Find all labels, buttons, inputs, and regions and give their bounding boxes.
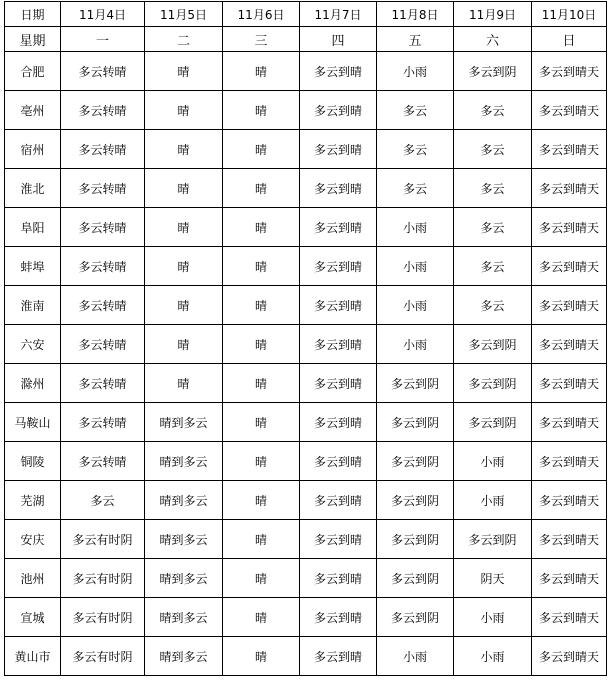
forecast-cell: 多云到阴	[454, 520, 532, 559]
forecast-cell: 多云	[377, 169, 454, 208]
forecast-cell: 多云	[454, 169, 532, 208]
forecast-cell: 晴	[223, 598, 300, 637]
forecast-cell: 多云到阴	[454, 364, 532, 403]
forecast-cell: 多云到晴天	[532, 364, 607, 403]
city-name: 淮北	[5, 169, 61, 208]
forecast-cell: 晴	[223, 325, 300, 364]
forecast-cell: 多云到阴	[377, 598, 454, 637]
table-row	[5, 481, 607, 520]
table-row	[5, 130, 607, 169]
forecast-cell: 多云	[61, 481, 145, 520]
forecast-cell: 多云转晴	[61, 130, 145, 169]
forecast-cell: 多云到晴天	[532, 637, 607, 676]
forecast-cell: 晴到多云	[145, 559, 223, 598]
forecast-cell: 多云	[377, 91, 454, 130]
forecast-cell: 多云转晴	[61, 364, 145, 403]
forecast-cell: 多云到晴天	[532, 247, 607, 286]
forecast-cell: 晴	[145, 364, 223, 403]
forecast-cell: 晴	[223, 286, 300, 325]
forecast-cell: 晴	[223, 169, 300, 208]
forecast-cell: 晴	[223, 559, 300, 598]
forecast-cell: 多云	[454, 91, 532, 130]
forecast-cell: 多云	[454, 247, 532, 286]
forecast-cell: 多云到阴	[377, 559, 454, 598]
forecast-cell: 多云到晴天	[532, 481, 607, 520]
city-name: 合肥	[5, 52, 61, 91]
city-name: 铜陵	[5, 442, 61, 481]
forecast-cell: 多云到晴	[300, 637, 377, 676]
city-name: 阜阳	[5, 208, 61, 247]
forecast-cell: 晴到多云	[145, 481, 223, 520]
forecast-cell: 多云转晴	[61, 325, 145, 364]
forecast-cell: 多云到晴天	[532, 52, 607, 91]
weekday-cell: 二	[145, 27, 223, 52]
forecast-cell: 多云到晴天	[532, 520, 607, 559]
forecast-cell: 多云到晴	[300, 91, 377, 130]
forecast-cell: 多云到晴	[300, 598, 377, 637]
forecast-cell: 晴	[223, 637, 300, 676]
forecast-cell: 晴到多云	[145, 520, 223, 559]
date-cell: 11月8日	[377, 2, 454, 27]
forecast-cell: 小雨	[377, 637, 454, 676]
forecast-cell: 多云到晴天	[532, 442, 607, 481]
forecast-cell: 晴	[223, 481, 300, 520]
date-cell: 11月10日	[532, 2, 607, 27]
forecast-cell: 晴	[223, 520, 300, 559]
forecast-cell: 多云到晴	[300, 130, 377, 169]
city-name: 淮南	[5, 286, 61, 325]
forecast-cell: 小雨	[454, 598, 532, 637]
table-row	[5, 91, 607, 130]
table-row	[5, 169, 607, 208]
forecast-cell: 多云到阴	[377, 520, 454, 559]
forecast-cell: 多云	[454, 286, 532, 325]
forecast-cell: 晴	[223, 442, 300, 481]
forecast-cell: 多云转晴	[61, 91, 145, 130]
forecast-cell: 多云到阴	[377, 442, 454, 481]
forecast-cell: 晴	[223, 52, 300, 91]
forecast-cell: 多云有时阴	[61, 598, 145, 637]
forecast-cell: 多云到晴天	[532, 598, 607, 637]
forecast-cell: 晴到多云	[145, 403, 223, 442]
forecast-cell: 多云到晴天	[532, 130, 607, 169]
forecast-cell: 多云转晴	[61, 442, 145, 481]
forecast-cell: 多云到晴	[300, 559, 377, 598]
weekday-cell: 三	[223, 27, 300, 52]
forecast-cell: 多云到晴	[300, 364, 377, 403]
forecast-cell: 多云到晴	[300, 208, 377, 247]
city-name: 滁州	[5, 364, 61, 403]
weekday-label: 星期	[5, 27, 61, 52]
city-name: 马鞍山	[5, 403, 61, 442]
city-name: 芜湖	[5, 481, 61, 520]
forecast-cell: 小雨	[377, 286, 454, 325]
table-row	[5, 286, 607, 325]
city-name: 宿州	[5, 130, 61, 169]
table-row	[5, 598, 607, 637]
date-cell: 11月7日	[300, 2, 377, 27]
forecast-cell: 多云	[454, 130, 532, 169]
forecast-cell: 多云转晴	[61, 52, 145, 91]
forecast-cell: 多云到阴	[454, 403, 532, 442]
forecast-cell: 晴	[145, 91, 223, 130]
forecast-cell: 多云有时阴	[61, 559, 145, 598]
date-cell: 11月6日	[223, 2, 300, 27]
forecast-cell: 多云有时阴	[61, 520, 145, 559]
forecast-cell: 晴	[145, 247, 223, 286]
forecast-cell: 多云到阴	[377, 403, 454, 442]
date-header-row	[5, 2, 607, 27]
forecast-cell: 晴	[223, 91, 300, 130]
forecast-cell: 小雨	[377, 325, 454, 364]
forecast-cell: 晴	[145, 52, 223, 91]
forecast-cell: 多云到晴	[300, 52, 377, 91]
weekday-cell: 四	[300, 27, 377, 52]
table-row	[5, 520, 607, 559]
forecast-cell: 晴	[145, 208, 223, 247]
weekday-cell: 日	[532, 27, 607, 52]
forecast-cell: 多云到晴	[300, 247, 377, 286]
forecast-cell: 晴到多云	[145, 598, 223, 637]
forecast-cell: 多云到阴	[377, 364, 454, 403]
table-row	[5, 364, 607, 403]
forecast-cell: 晴	[223, 130, 300, 169]
forecast-cell: 多云到晴天	[532, 403, 607, 442]
table-row	[5, 247, 607, 286]
forecast-cell: 阴天	[454, 559, 532, 598]
forecast-cell: 晴到多云	[145, 637, 223, 676]
forecast-cell: 小雨	[454, 637, 532, 676]
forecast-cell: 多云到晴	[300, 520, 377, 559]
forecast-cell: 小雨	[454, 481, 532, 520]
date-label: 日期	[5, 2, 61, 27]
table-row	[5, 208, 607, 247]
forecast-cell: 多云	[454, 208, 532, 247]
forecast-cell: 多云到晴	[300, 403, 377, 442]
forecast-cell: 多云转晴	[61, 286, 145, 325]
forecast-cell: 多云转晴	[61, 247, 145, 286]
table-row	[5, 325, 607, 364]
forecast-cell: 多云到晴	[300, 169, 377, 208]
forecast-cell: 晴	[223, 247, 300, 286]
table-row	[5, 637, 607, 676]
weekday-header-row	[5, 27, 607, 52]
forecast-cell: 多云到晴天	[532, 208, 607, 247]
forecast-cell: 多云到晴天	[532, 91, 607, 130]
forecast-cell: 多云转晴	[61, 208, 145, 247]
table-row	[5, 403, 607, 442]
forecast-cell: 小雨	[377, 52, 454, 91]
forecast-cell: 多云转晴	[61, 403, 145, 442]
forecast-cell: 晴	[145, 169, 223, 208]
forecast-cell: 多云到晴天	[532, 325, 607, 364]
forecast-cell: 多云转晴	[61, 169, 145, 208]
forecast-cell: 多云到晴	[300, 442, 377, 481]
forecast-cell: 多云到晴	[300, 286, 377, 325]
forecast-cell: 晴到多云	[145, 442, 223, 481]
forecast-cell: 小雨	[377, 247, 454, 286]
forecast-cell: 多云有时阴	[61, 637, 145, 676]
weekday-cell: 六	[454, 27, 532, 52]
city-name: 池州	[5, 559, 61, 598]
date-cell: 11月4日	[61, 2, 145, 27]
date-cell: 11月9日	[454, 2, 532, 27]
forecast-cell: 多云到阴	[454, 325, 532, 364]
city-name: 黄山市	[5, 637, 61, 676]
table-row	[5, 559, 607, 598]
forecast-cell: 晴	[145, 130, 223, 169]
city-name: 宣城	[5, 598, 61, 637]
weekday-cell: 五	[377, 27, 454, 52]
city-name: 亳州	[5, 91, 61, 130]
city-name: 蚌埠	[5, 247, 61, 286]
forecast-cell: 多云到晴天	[532, 169, 607, 208]
city-name: 六安	[5, 325, 61, 364]
forecast-cell: 晴	[223, 403, 300, 442]
forecast-cell: 晴	[145, 286, 223, 325]
forecast-cell: 多云到阴	[454, 52, 532, 91]
table-row	[5, 52, 607, 91]
date-cell: 11月5日	[145, 2, 223, 27]
forecast-cell: 多云到晴天	[532, 559, 607, 598]
forecast-cell: 晴	[223, 208, 300, 247]
forecast-cell: 小雨	[454, 442, 532, 481]
forecast-cell: 晴	[145, 325, 223, 364]
forecast-cell: 多云到晴	[300, 325, 377, 364]
forecast-cell: 晴	[223, 364, 300, 403]
table-row	[5, 442, 607, 481]
city-name: 安庆	[5, 520, 61, 559]
forecast-cell: 多云	[377, 130, 454, 169]
forecast-cell: 多云到阴	[377, 481, 454, 520]
forecast-cell: 小雨	[377, 208, 454, 247]
weekday-cell: 一	[61, 27, 145, 52]
forecast-cell: 多云到晴	[300, 481, 377, 520]
weather-forecast-table	[4, 1, 607, 676]
forecast-cell: 多云到晴天	[532, 286, 607, 325]
